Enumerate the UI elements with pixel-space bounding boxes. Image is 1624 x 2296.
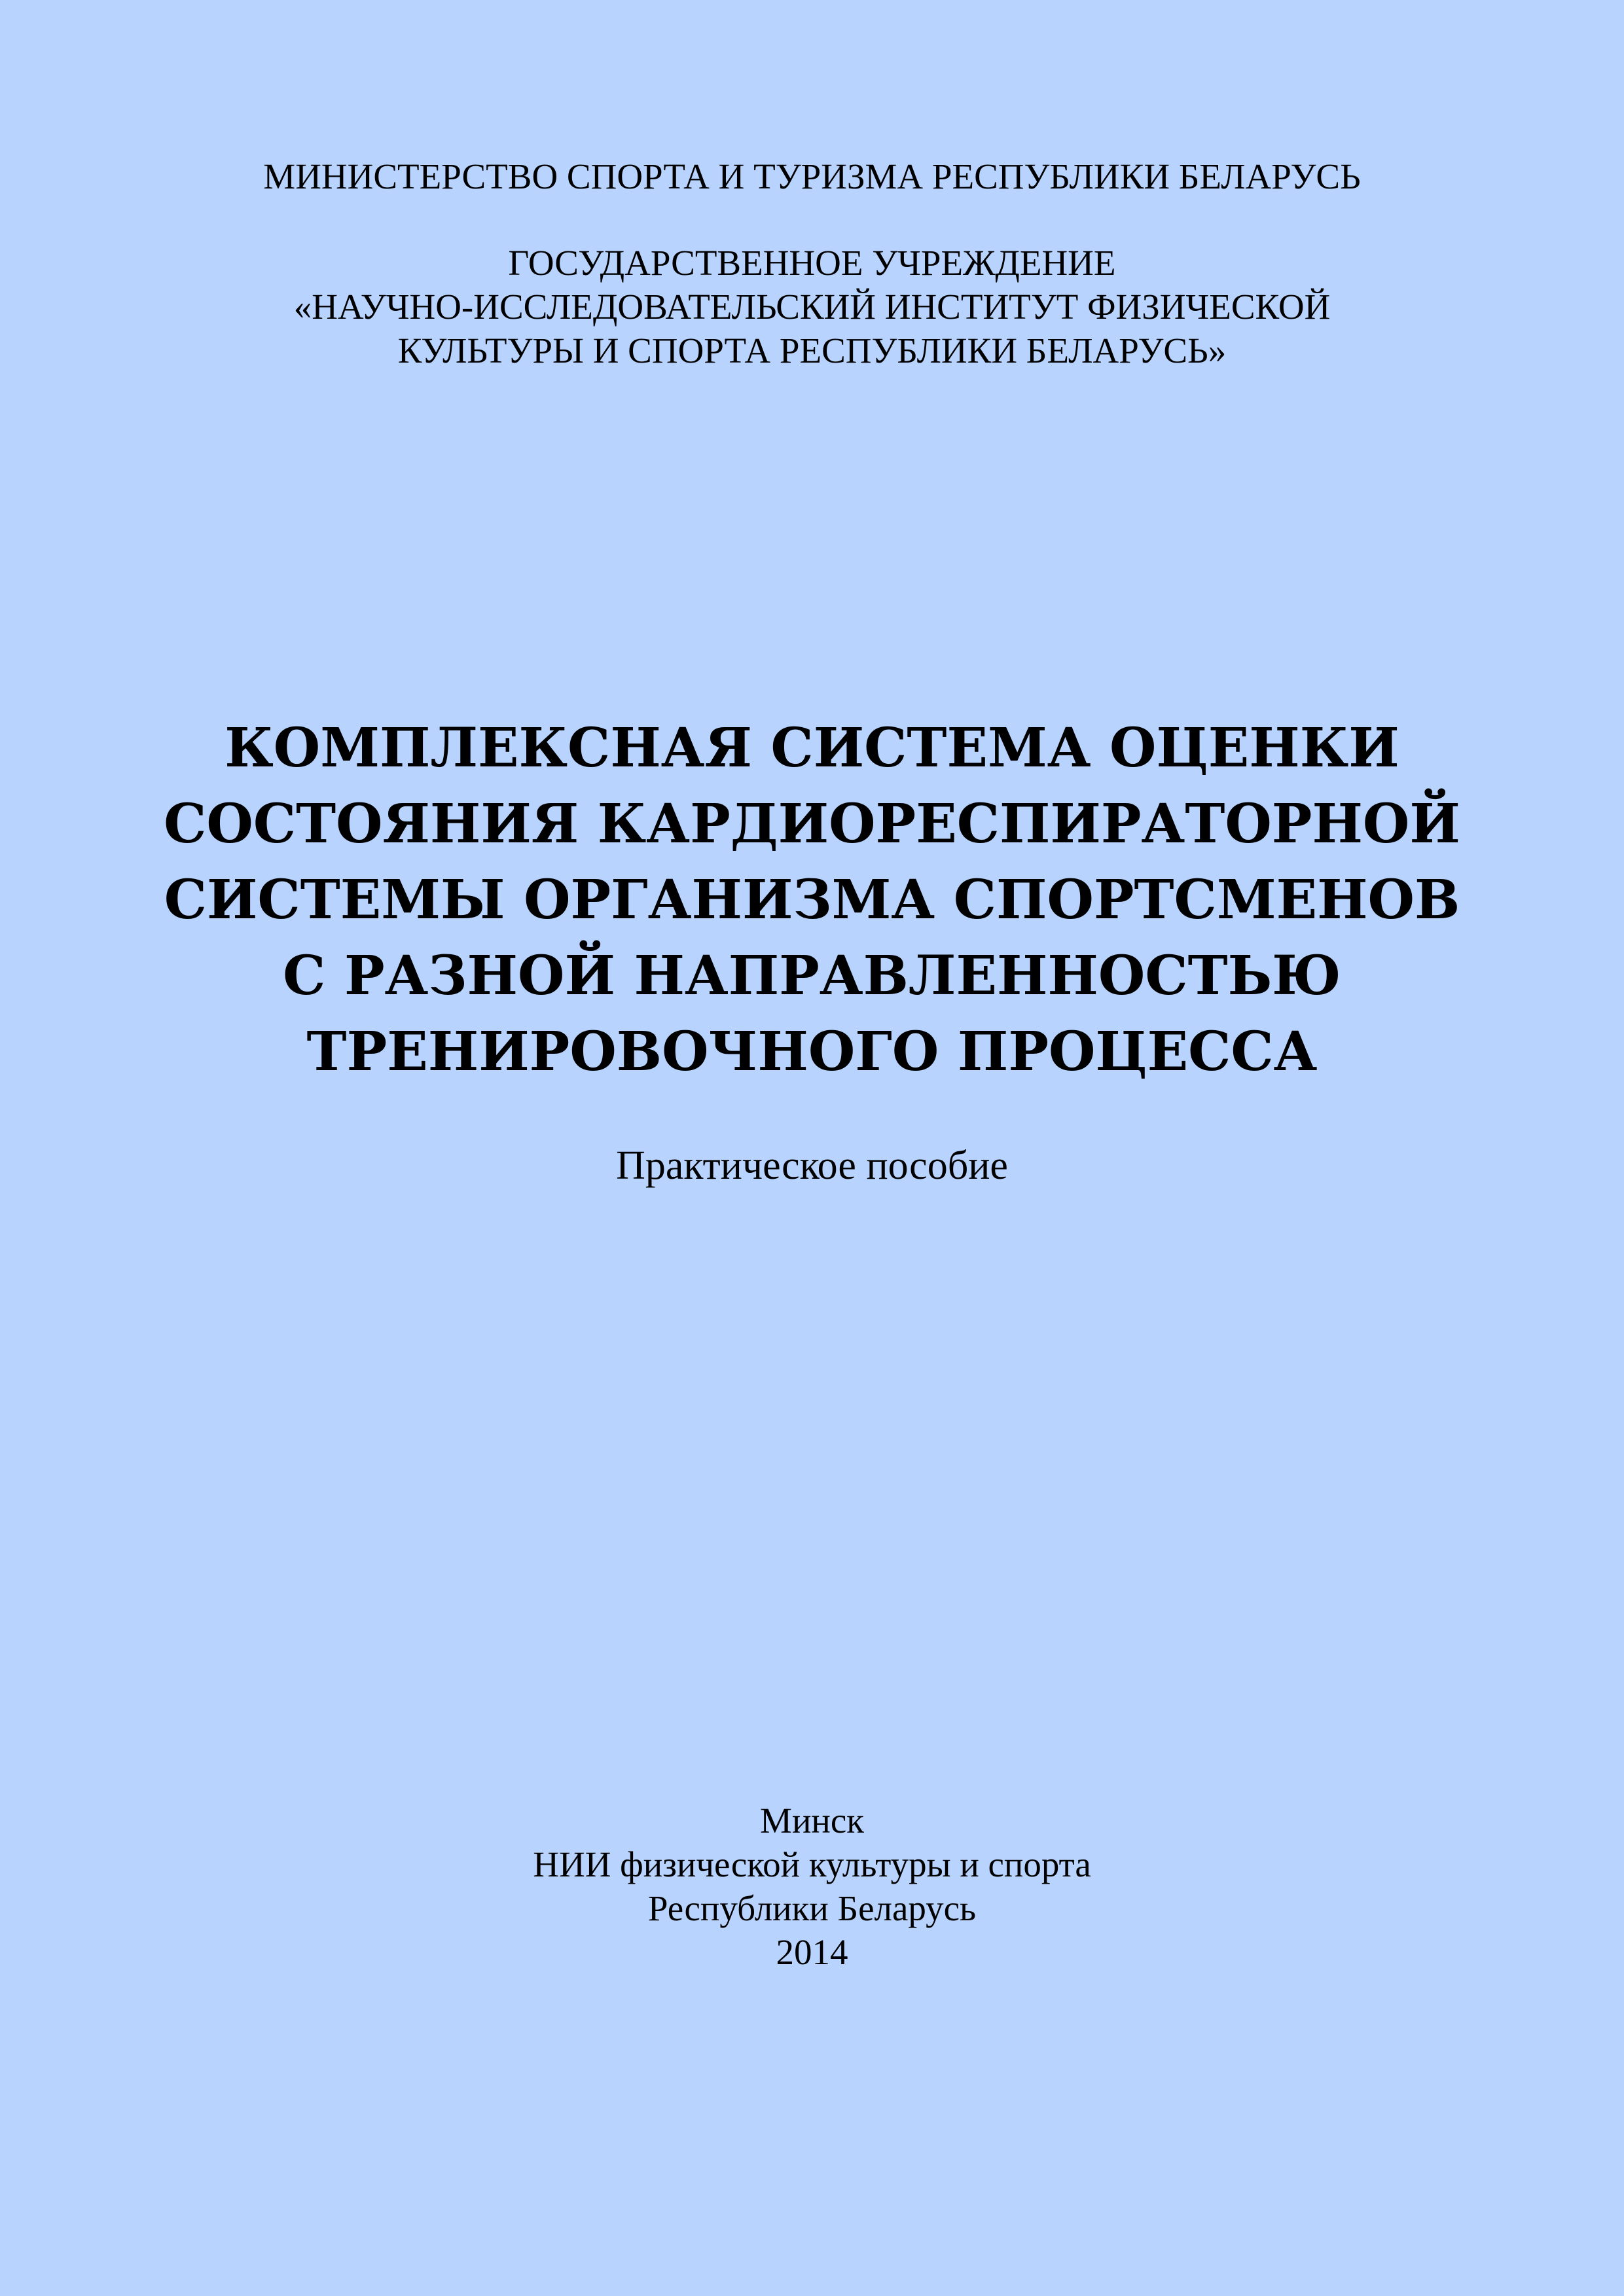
title-line-5: ТРЕНИРОВОЧНОГО ПРОЦЕССА xyxy=(306,1020,1318,1083)
imprint-publisher-line-2: Республики Беларусь xyxy=(647,1888,977,1928)
ministry-name: МИНИСТЕРСТВО СПОРТА И ТУРИЗМА РЕСПУБЛИКИ БЕЛАРУСЬ xyxy=(263,156,1361,196)
institution-header xyxy=(0,241,1624,372)
imprint-city: Минск xyxy=(760,1801,864,1840)
ministry-header xyxy=(0,151,1624,203)
subtitle-text: Практическое пособие xyxy=(616,1143,1008,1188)
title-line-1: КОМПЛЕКСНАЯ СИСТЕМА ОЦЕНКИ xyxy=(225,717,1399,780)
title-line-4: С РАЗНОЙ НАПРАВЛЕННОСТЬЮ xyxy=(283,944,1341,1007)
institution-line-1: ГОСУДАРСТВЕННОЕ УЧРЕЖДЕНИЕ xyxy=(508,243,1116,283)
book-subtitle xyxy=(0,1136,1624,1195)
imprint-publisher-line-1: НИИ физической культуры и спорта xyxy=(533,1844,1091,1884)
imprint-year: 2014 xyxy=(776,1932,848,1972)
institution-line-2: «НАУЧНО-ИССЛЕДОВАТЕЛЬСКИЙ ИНСТИТУТ ФИЗИЧЕСКОЙ xyxy=(293,287,1331,327)
title-line-3: СИСТЕМЫ ОРГАНИЗМА СПОРТСМЕНОВ xyxy=(164,869,1460,931)
title-line-2: СОСТОЯНИЯ КАРДИОРЕСПИРАТОРНОЙ xyxy=(164,793,1460,855)
book-title xyxy=(0,710,1624,1090)
imprint xyxy=(0,1799,1624,1974)
institution-line-3: КУЛЬТУРЫ И СПОРТА РЕСПУБЛИКИ БЕЛАРУСЬ» xyxy=(397,331,1227,370)
